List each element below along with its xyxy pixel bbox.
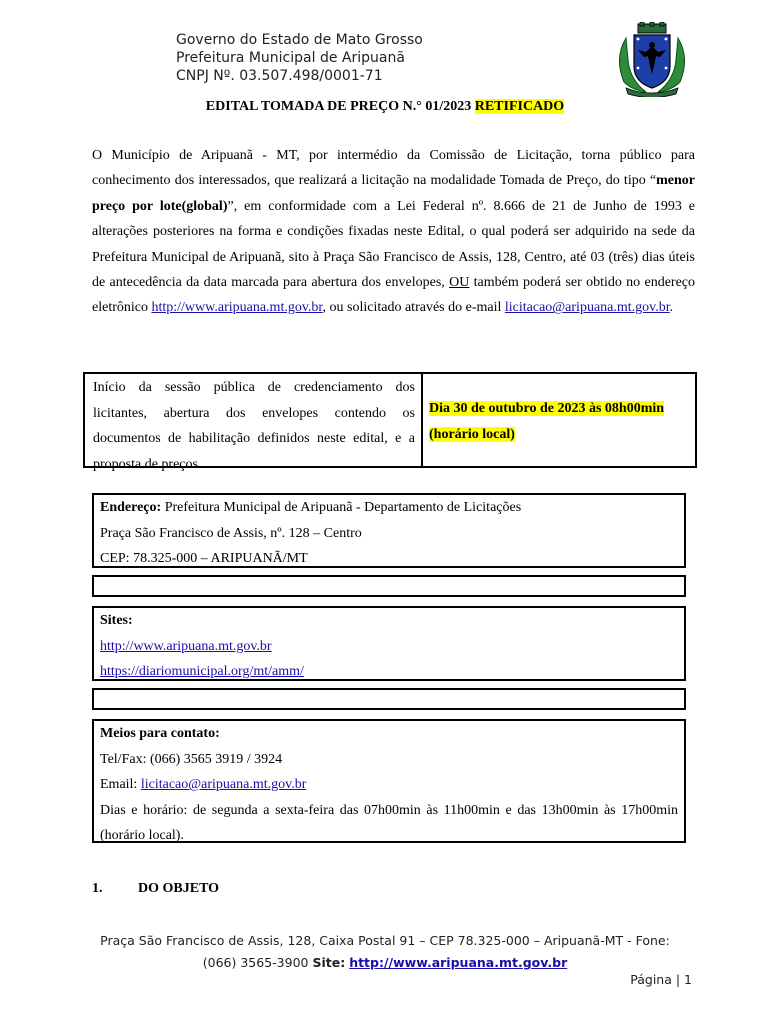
- sites-link-prefeitura[interactable]: http://www.aripuana.mt.gov.br: [100, 638, 272, 654]
- contact-hours: Dias e horário: de segunda a sexta-feira das 07h00min às 11h00min e das 13h00min às 17h00min (horário local).: [100, 802, 678, 843]
- intro-text-3: também poderá ser obtido no endereço eletrônico: [92, 275, 695, 316]
- address-label: Endereço:: [100, 500, 162, 515]
- session-date-line2: (horário local): [429, 426, 515, 442]
- header-prefecture: Prefeitura Municipal de Aripuanã: [176, 50, 405, 66]
- address-line2: Praça São Francisco de Assis, nº. 128 – Centro: [100, 525, 362, 541]
- contact-box: [92, 719, 686, 843]
- intro-text-4: , ou solicitado através do e-mail: [322, 300, 505, 316]
- document-title: [0, 99, 770, 115]
- sites-link-diario[interactable]: https://diariomunicipal.org/mt/amm/: [100, 664, 304, 679]
- contact-email-link[interactable]: licitacao@aripuana.mt.gov.br: [140, 777, 307, 792]
- page-number: Página | 1: [630, 972, 692, 987]
- empty-box: [92, 688, 686, 710]
- intro-text-1: O Município de Aripuanã - MT, por intermédio da Comissão de Licitação, torna público para conhecimento dos interessados, que realizará a licitação na modalidade Tomada de Preço, do tipo “: [92, 148, 695, 189]
- intro-text-2: ”, em conformidade com a Lei Federal nº. 8.666 de 21 de Junho de 1993 e alterações posteriores na forma e condições fixadas neste Edital, o qual poderá ser adquirido na sede da Prefeitura Municipal de Aripuanã, sito à Praça São Francisco de Assis, 128, Centro, até 03 (três) dias úteis de antecedência da data marcada para abertura dos envelopes,: [92, 198, 695, 291]
- session-date-line1: Dia 30 de outubro de 2023 às 08h00min: [429, 401, 665, 416]
- intro-email-link[interactable]: licitacao@aripuana.mt.gov.br: [504, 300, 670, 316]
- empty-box: [92, 575, 686, 597]
- contact-phone: Tel/Fax: (066) 3565 3919 / 3924: [100, 751, 283, 767]
- header-government: Governo do Estado de Mato Grosso: [176, 32, 423, 48]
- footer-site-label: Site:: [312, 955, 346, 970]
- section-heading: [92, 881, 219, 897]
- title-main: EDITAL TOMADA DE PREÇO N.° 01/2023: [205, 99, 475, 114]
- intro-text-5: .: [669, 300, 674, 316]
- address-line3: CEP: 78.325-000 – ARIPUANÃ/MT: [100, 551, 308, 566]
- session-date: [423, 374, 695, 466]
- letterhead: [176, 31, 423, 85]
- address-box: [92, 493, 686, 568]
- contact-label: Meios para contato:: [100, 726, 220, 741]
- address-line1: Prefeitura Municipal de Aripuanã - Departamento de Licitações: [161, 500, 522, 515]
- contact-email-prefix: Email:: [100, 777, 141, 792]
- municipal-coat-of-arms-icon: [612, 22, 692, 97]
- intro-bold-type: menor preço por lote(global): [92, 173, 695, 214]
- footer-site-link[interactable]: http://www.aripuana.mt.gov.br: [349, 955, 568, 970]
- intro-site-link[interactable]: http://www.aripuana.mt.gov.br: [151, 300, 323, 316]
- intro-ou-underlined: OU: [449, 275, 470, 291]
- session-description: Início da sessão pública de credenciamento dos licitantes, abertura dos envelopes contendo os documentos de habilitação definidos neste edital, e a proposta de preços.: [85, 374, 423, 466]
- footer-address: Praça São Francisco de Assis, 128, Caixa Postal 91 – CEP 78.325-000 – Aripuanã-MT - Fone:: [100, 933, 670, 948]
- session-table: [83, 372, 697, 472]
- sites-label: Sites:: [100, 613, 133, 628]
- section-number: 1.: [92, 881, 103, 896]
- title-retificado-highlight: RETIFICADO: [474, 99, 565, 114]
- sites-box: [92, 606, 686, 681]
- footer-phone: (066) 3565-3900: [202, 955, 313, 970]
- page-footer: [0, 930, 770, 974]
- intro-paragraph: [92, 143, 695, 321]
- section-title: DO OBJETO: [138, 881, 220, 896]
- header-cnpj: CNPJ Nº. 03.507.498/0001-71: [176, 68, 383, 84]
